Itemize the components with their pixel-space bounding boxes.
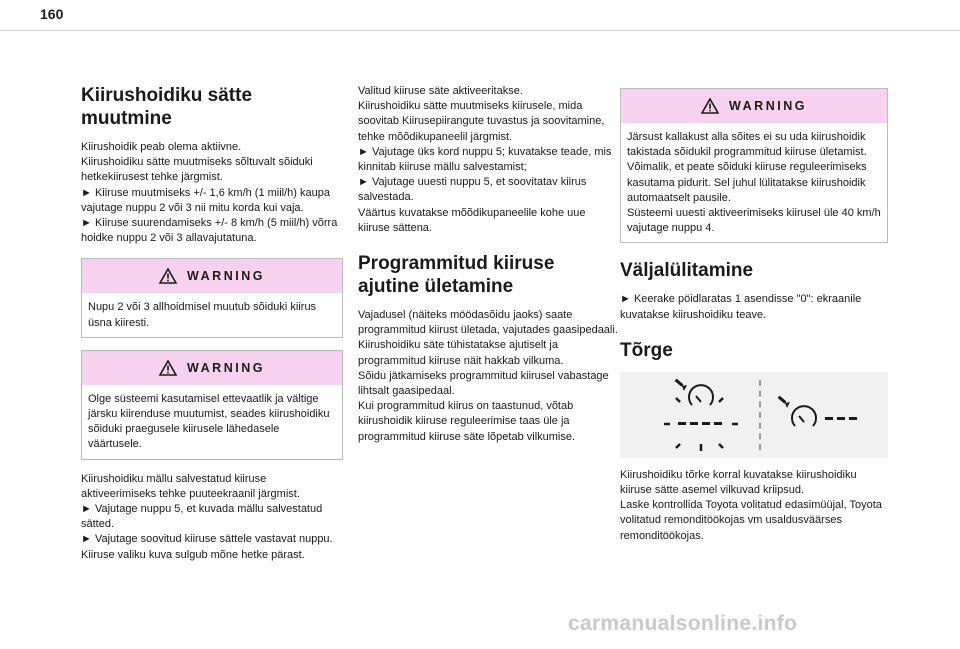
paragraph-memory-speeds: Kiirushoidiku mällu salvestatud kiiruse aktiveerimiseks tehke puuteekraanil järgmist. ► Vajutage nuppu 5, et kuvada mällu salvestatud sätted. ► Vajutage soovitud kiiruse sättele vastavat nuppu. Kiiruse valiku kuva sulgub mõne hetke pärast.	[81, 472, 333, 561]
warning-box-2	[81, 350, 343, 460]
warning-header	[82, 351, 342, 385]
fault-illustration	[620, 372, 888, 458]
section-heading-temporary-exceed: Programmitud kiiruse ajutine ületamine	[358, 253, 555, 298]
warning-text: Järsust kallakust alla sõites ei su uda kiirushoidik takistada sõidukil programmitud kiiruse ületamist. Võimalik, et peate sõiduki kiiruse reguleerimiseks kasutama pidurit. Sel juhul lülitatakse kiirushoidik automaatselt pausile. Süsteemi uuesti aktiveerimiseks kiirusel üle 40 km/h vajutage nuppu 4.	[627, 131, 881, 235]
column-1	[81, 84, 343, 563]
paragraph-fault: Kiirushoidiku tõrke korral kuvatakse kiirushoidiku kiiruse sätte asemel vilkuvad kriipsud. Laske kontrollida Toyota volitatud edasimüüjal, Toyota volitatud remonditöökojas vm usaldusväärses remonditöökojas.	[620, 468, 882, 542]
warning-text: Nupu 2 või 3 allhoidmisel muutub sõiduki kiirus üsna kiiresti.	[88, 301, 317, 329]
section-heading-switch-off: Väljalülitamine	[620, 260, 754, 282]
section-heading-change-setting: Kiirushoidiku sätte muutmine	[81, 85, 253, 129]
cruise-control-off-icon	[761, 372, 888, 458]
warning-header	[82, 259, 342, 293]
paragraph-speed-limit-setting: Valitud kiiruse säte aktiveeritakse. Kiirushoidiku sätte muutmiseks kiirusele, mida soovitab Kiirusepiirangute tuvastus ja soovitamine, tehke mõõdikupaneelil järgmist. ► Vajutage üks kord nuppu 5; kuvatakse teade, mis kinnitab kiiruse mällu salvestamist; ► Vajutage uuesti nuppu 5, et soovitatav kiirus salvestada. Väärtus kuvatakse mõõdikupaneelile kohe uue kiiruse sättena.	[358, 85, 612, 234]
warning-title: WARNING	[187, 360, 265, 375]
warning-header	[621, 89, 887, 123]
warning-triangle-icon	[159, 268, 177, 284]
paragraph-switch-off: ► Keerake pöidlaratas 1 asendisse "0": ekraanile kuvatakse kiirushoidiku teave.	[620, 293, 862, 321]
warning-title: WARNING	[187, 269, 265, 284]
header-divider	[0, 30, 960, 31]
paragraph-temporary-exceed: Vajadusel (näiteks möödasõidu jaoks) saate programmitud kiirust ületada, vajutades gaasipedaali. Kiirushoidiku säte tühistatakse ajutiselt ja programmitud kiiruse näit hakkab vilkuma. Sõidu jätkamiseks programmitud kiirusel vabastage lihtsalt gaasipedaal. Kui programmitud kiirus on taastunud, võtab kiirushoidik kiiruse reguleerimise taas üle ja programmitud kiiruse säte lõpetab vilkumise.	[358, 309, 618, 443]
warning-box-1	[81, 258, 343, 337]
warning-title: WARNING	[729, 99, 807, 113]
paragraph-change-setting: Kiirushoidik peab olema aktiivne. Kiirushoidiku sätte muutmiseks sõltuvalt sõiduki hetkekiirusest tehke järgmist. ► Kiiruse muutmiseks +/- 1,6 km/h (1 miil/h) kaupa vajutage nuppu 2 või 3 nii mitu korda kui vaja. ► Kiiruse suurendamiseks +/- 8 km/h (5 miil/h) võrra hoidke nuppu 2 või 3 allavajutatuna.	[81, 141, 338, 245]
warning-text: Olge süsteemi kasutamisel ettevaatlik ja vältige järsku kiirenduse muutumist, seades kiirushoidiku sõiduki praegusele kiirusele lähedasele väärtusele.	[88, 392, 330, 451]
column-2	[358, 84, 620, 445]
section-heading-fault: Tõrge	[620, 339, 673, 361]
warning-box-3	[620, 88, 888, 243]
warning-triangle-icon	[701, 98, 719, 114]
cruise-control-fault-flashing-icon	[620, 372, 759, 458]
column-3	[620, 88, 888, 544]
watermark: carmanualsonline.info	[568, 612, 798, 635]
warning-triangle-icon	[159, 360, 177, 376]
page-number: 160	[40, 6, 64, 22]
